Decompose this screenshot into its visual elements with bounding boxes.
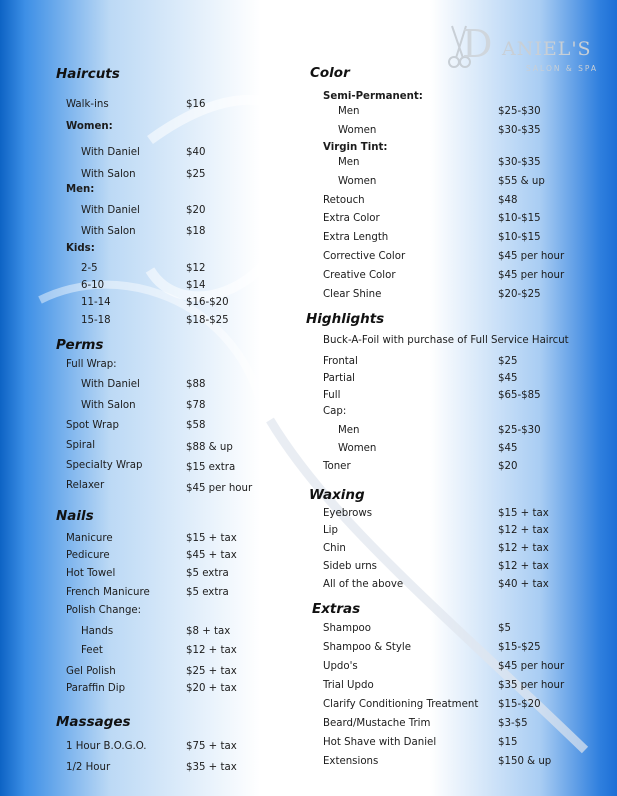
item-price: $12 + tax [498, 543, 549, 554]
item-label: Relaxer [66, 480, 105, 491]
item-label: 15-18 [81, 315, 111, 326]
item-label: 1/2 Hour [66, 762, 111, 773]
item-price: $20 [186, 205, 206, 216]
item-price: $25-$30 [498, 425, 541, 436]
section-title-haircuts: Haircuts [56, 66, 120, 82]
item-label: Men [338, 106, 360, 117]
section-title-extras: Extras [312, 601, 361, 617]
item-label: Partial [323, 373, 356, 384]
item-label: 1 Hour B.O.G.O. [66, 741, 147, 752]
item-price: $18 [186, 226, 206, 237]
logo-initial: D [462, 22, 494, 66]
item-label: Women [338, 125, 377, 136]
item-price: $20 [498, 461, 518, 472]
item-label: With Salon [81, 226, 136, 237]
item-label: 11-14 [81, 297, 111, 308]
item-price: $40 [186, 147, 206, 158]
item-price: $65-$85 [498, 390, 541, 401]
subheading-virgin-tint: Virgin Tint: [323, 142, 388, 153]
item-label: Retouch [323, 195, 365, 206]
item-price: $10-$15 [498, 232, 541, 243]
section-title-massages: Massages [56, 714, 131, 730]
item-price: $12 + tax [498, 561, 549, 572]
item-label: With Daniel [81, 379, 140, 390]
item-price: $45 per hour [498, 251, 565, 262]
item-label: Frontal [323, 356, 358, 367]
item-label: Hands [81, 626, 114, 637]
item-label: French Manicure [66, 587, 150, 598]
section-title-color: Color [310, 65, 350, 81]
item-label: Gel Polish [66, 666, 116, 677]
item-price: $88 [186, 379, 206, 390]
item-label: Men [338, 157, 360, 168]
item-price: $30-$35 [498, 125, 541, 136]
item-label: With Daniel [81, 147, 140, 158]
item-price: $20-$25 [498, 289, 541, 300]
logo-tagline: SALON & SPA [526, 64, 599, 73]
item-label: With Salon [81, 400, 136, 411]
section-title-highlights: Highlights [306, 311, 385, 327]
item-label: Feet [81, 645, 103, 656]
item-price: $25 [186, 169, 206, 180]
item-label: Extensions [323, 756, 379, 767]
item-price: $18-$25 [186, 315, 229, 326]
item-price: $150 & up [498, 756, 552, 767]
item-label: Spot Wrap [66, 420, 119, 431]
item-price: $25 [498, 356, 518, 367]
item-price: $10-$15 [498, 213, 541, 224]
item-label: Clarify Conditioning Treatment [323, 699, 479, 710]
item-label: 6-10 [81, 280, 105, 291]
item-price: $45 [498, 373, 518, 384]
item-label: Corrective Color [323, 251, 406, 262]
item-label: Hot Shave with Daniel [323, 737, 437, 748]
item-price: $55 & up [498, 176, 545, 187]
highlights-note: Buck-A-Foil with purchase of Full Service Haircut [323, 335, 569, 346]
item-price: $20 + tax [186, 683, 237, 694]
item-price: $45 per hour [498, 270, 565, 281]
item-price: $15 [498, 737, 518, 748]
item-price: $25-$30 [498, 106, 541, 117]
logo-name: ANIEL'S [502, 38, 592, 60]
item-price: $15 extra [186, 462, 236, 473]
subheading-cap: Cap: [323, 406, 347, 417]
item-price: $15 + tax [498, 508, 549, 519]
item-price: $12 [186, 263, 206, 274]
item-label: Extra Color [323, 213, 380, 224]
item-label: Specialty Wrap [66, 460, 143, 471]
item-label: Manicure [66, 533, 113, 544]
item-label: Pedicure [66, 550, 110, 561]
item-label: Spiral [66, 440, 96, 451]
item-price: $5 extra [186, 587, 229, 598]
item-label: All of the above [323, 579, 404, 590]
item-label: With Salon [81, 169, 136, 180]
subheading-women: Women: [66, 121, 113, 132]
item-label: Eyebrows [323, 508, 373, 519]
item-price: $5 extra [186, 568, 229, 579]
item-price: $8 + tax [186, 626, 231, 637]
item-price: $45 per hour [186, 483, 253, 494]
subheading-kids: Kids: [66, 243, 95, 254]
item-label: 2-5 [81, 263, 98, 274]
item-label: Sideb urns [323, 561, 377, 572]
item-label: With Daniel [81, 205, 140, 216]
item-price: $14 [186, 280, 206, 291]
section-title-nails: Nails [56, 508, 94, 524]
section-title-perms: Perms [56, 337, 104, 353]
item-label: Clear Shine [323, 289, 382, 300]
item-price: $58 [186, 420, 206, 431]
subheading-men: Men: [66, 184, 95, 195]
item-label: Hot Towel [66, 568, 116, 579]
item-label: Toner [323, 461, 351, 472]
item-price: $45 per hour [498, 661, 565, 672]
item-price: $3-$5 [498, 718, 528, 729]
item-price: $15 + tax [186, 533, 237, 544]
item-label: Full [323, 390, 341, 401]
item-label: Lip [323, 525, 338, 536]
item-label: Extra Length [323, 232, 389, 243]
item-label: Chin [323, 543, 346, 554]
item-label: Men [338, 425, 360, 436]
item-label: Trial Updo [323, 680, 374, 691]
item-price: $75 + tax [186, 741, 237, 752]
item-price: $30-$35 [498, 157, 541, 168]
subheading-full-wrap: Full Wrap: [66, 359, 117, 370]
item-label: Shampoo & Style [323, 642, 412, 653]
item-price: $35 per hour [498, 680, 565, 691]
item-price: $48 [498, 195, 518, 206]
item-label: Updo's [323, 661, 358, 672]
section-title-waxing: Waxing [309, 487, 365, 503]
item-label: Women [338, 176, 377, 187]
item-price: $5 [498, 623, 511, 634]
item-price: $45 [498, 443, 518, 454]
item-price: $45 + tax [186, 550, 237, 561]
item-label: Paraffin Dip [66, 683, 126, 694]
item-price: $88 & up [186, 442, 233, 453]
item-price: $15-$25 [498, 642, 541, 653]
item-price: $16-$20 [186, 297, 229, 308]
item-price: $78 [186, 400, 206, 411]
item-price: $40 + tax [498, 579, 549, 590]
subheading-semi-permanent: Semi-Permanent: [323, 91, 423, 102]
salon-logo [440, 18, 610, 83]
item-price: $12 + tax [498, 525, 549, 536]
item-price: $12 + tax [186, 645, 237, 656]
subheading-polish-change: Polish Change: [66, 605, 142, 616]
item-price: $15-$20 [498, 699, 541, 710]
item-price: $25 + tax [186, 666, 237, 677]
item-label: Women [338, 443, 377, 454]
item-price: $35 + tax [186, 762, 237, 773]
item-label: Beard/Mustache Trim [323, 718, 431, 729]
item-label: Creative Color [323, 270, 396, 281]
item-label: Shampoo [323, 623, 372, 634]
item-label: Walk-ins [66, 99, 109, 110]
item-price: $16 [186, 99, 206, 110]
